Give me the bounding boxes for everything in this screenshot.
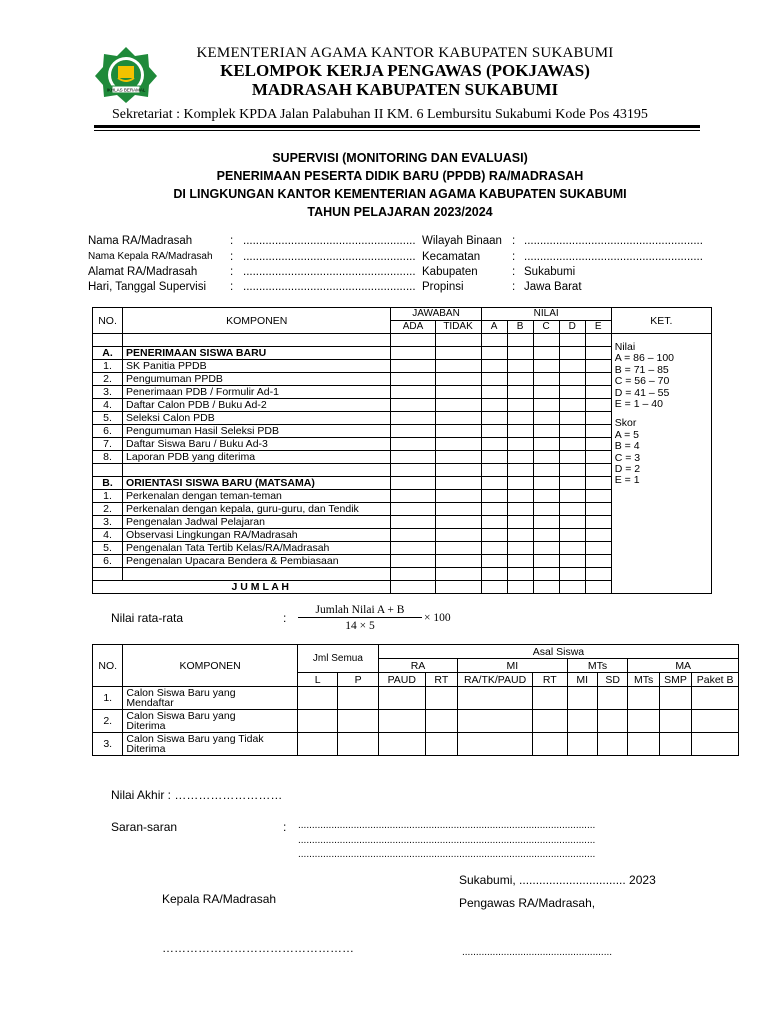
sub-header: SMP: [659, 673, 691, 687]
check-cell[interactable]: [507, 555, 533, 568]
count-cell[interactable]: [425, 687, 457, 710]
info-value: Sukabumi: [524, 266, 576, 278]
row-komponen-line: Mendaftar: [126, 697, 174, 709]
check-cell[interactable]: [391, 399, 435, 412]
check-cell[interactable]: [585, 503, 611, 516]
header-divider-thick: [94, 125, 700, 128]
check-cell[interactable]: [559, 373, 585, 386]
check-cell[interactable]: [481, 425, 507, 438]
check-cell[interactable]: [435, 399, 481, 412]
saran-line[interactable]: ...........................................................................................................: [298, 849, 596, 860]
row-komponen: [123, 733, 297, 756]
info-colon: :: [512, 281, 516, 293]
check-cell[interactable]: [559, 425, 585, 438]
count-cell[interactable]: [297, 710, 338, 733]
ket-skor-item: E = 1: [614, 474, 640, 487]
check-cell[interactable]: [435, 438, 481, 451]
info-label: Nama Kepala RA/Madrasah: [88, 251, 213, 262]
check-cell[interactable]: [481, 451, 507, 464]
row-komponen: Perkenalan dengan teman-teman: [123, 490, 391, 503]
check-cell[interactable]: [481, 555, 507, 568]
place-date[interactable]: Sukabumi, ................................ 2023: [459, 873, 656, 887]
col-header-komponen: KOMPONEN: [123, 645, 297, 687]
check-cell[interactable]: [533, 412, 559, 425]
check-cell[interactable]: [533, 373, 559, 386]
kepala-label: Kepala RA/Madrasah: [162, 892, 277, 906]
section-title: ORIENTASI SISWA BARU (MATSAMA): [123, 477, 391, 490]
saran-label: Saran-saran: [111, 820, 178, 834]
info-colon: :: [230, 235, 234, 247]
check-cell[interactable]: [435, 516, 481, 529]
check-cell[interactable]: [533, 490, 559, 503]
section-no: A.: [93, 347, 123, 360]
table-row: [93, 710, 739, 733]
row-no: 2.: [93, 373, 123, 386]
formula-denominator: 14 × 5: [345, 620, 375, 632]
check-cell[interactable]: [559, 555, 585, 568]
row-no: 8.: [93, 451, 123, 464]
info-label: Kabupaten: [422, 266, 478, 278]
count-cell[interactable]: [425, 710, 457, 733]
check-cell[interactable]: [481, 490, 507, 503]
check-cell[interactable]: [391, 490, 435, 503]
col-header-ket: KET.: [611, 308, 711, 334]
row-komponen-line: Calon Siswa Baru yang Tidak: [126, 733, 264, 745]
info-colon: :: [230, 251, 234, 263]
check-cell[interactable]: [585, 555, 611, 568]
check-cell[interactable]: [507, 425, 533, 438]
check-cell[interactable]: [481, 542, 507, 555]
row-no: 4.: [93, 529, 123, 542]
check-cell[interactable]: [507, 503, 533, 516]
row-no: 3.: [93, 386, 123, 399]
count-cell[interactable]: [567, 733, 597, 756]
count-cell[interactable]: [628, 733, 659, 756]
check-cell[interactable]: [507, 451, 533, 464]
kemenag-logo: [94, 46, 158, 104]
check-cell[interactable]: [559, 399, 585, 412]
info-colon: :: [512, 251, 516, 263]
count-cell[interactable]: [338, 710, 379, 733]
check-cell[interactable]: [507, 360, 533, 373]
check-cell[interactable]: [585, 438, 611, 451]
count-cell[interactable]: [533, 733, 567, 756]
col-header-ra: RA: [378, 659, 457, 673]
header-pokjawas: KELOMPOK KERJA PENGAWAS (POKJAWAS): [220, 61, 590, 80]
info-label: Wilayah Binaan: [422, 235, 502, 247]
info-colon: :: [512, 235, 516, 247]
check-cell[interactable]: [533, 399, 559, 412]
count-cell[interactable]: [378, 687, 425, 710]
col-header-tidak: TIDAK: [435, 321, 481, 334]
check-cell[interactable]: [533, 360, 559, 373]
section-title: PENERIMAAN SISWA BARU: [123, 347, 391, 360]
check-cell[interactable]: [507, 373, 533, 386]
col-header-mi: MI: [458, 659, 568, 673]
info-value[interactable]: ......................................................: [243, 266, 416, 278]
row-komponen: Pengumuman PPDB: [123, 373, 391, 386]
ket-nilai-item: C = 56 – 70: [614, 375, 670, 388]
count-cell[interactable]: [567, 710, 597, 733]
check-cell[interactable]: [559, 490, 585, 503]
info-label: Hari, Tanggal Supervisi: [88, 281, 207, 293]
sub-header: SD: [597, 673, 627, 687]
col-header-jawaban: JAWABAN: [391, 308, 481, 321]
sub-header: L: [297, 673, 338, 687]
row-komponen-line: Calon Siswa Baru yang: [126, 687, 236, 699]
header-ministry: KEMENTERIAN AGAMA KANTOR KABUPATEN SUKABUMI: [196, 45, 614, 61]
info-value[interactable]: ......................................................: [243, 235, 416, 247]
check-cell[interactable]: [391, 386, 435, 399]
check-cell[interactable]: [435, 503, 481, 516]
title-line-2: PENERIMAAN PESERTA DIDIK BARU (PPDB) RA/MADRASAH: [216, 169, 584, 183]
row-komponen-line: Diterima: [126, 720, 166, 732]
count-cell[interactable]: [338, 733, 379, 756]
check-cell[interactable]: [585, 542, 611, 555]
col-header-asal: Asal Siswa: [378, 645, 738, 659]
row-komponen: [123, 687, 297, 710]
col-header-c: C: [533, 321, 559, 334]
header-madrasah: MADRASAH KABUPATEN SUKABUMI: [251, 80, 559, 99]
col-header-no: NO.: [93, 308, 123, 334]
check-cell[interactable]: [481, 386, 507, 399]
row-no: 1.: [93, 490, 123, 503]
col-header-nilai: NILAI: [481, 308, 611, 321]
info-value[interactable]: ......................................................: [243, 251, 416, 263]
sub-header: RT: [533, 673, 567, 687]
rata-formula: [298, 604, 422, 632]
table-row: [93, 334, 712, 347]
info-colon: :: [230, 266, 234, 278]
row-komponen: Penerimaan PDB / Formulir Ad-1: [123, 386, 391, 399]
ket-skor-item: B = 4: [614, 440, 640, 453]
saran-line[interactable]: ...........................................................................................................: [298, 835, 596, 846]
col-header-ada: ADA: [391, 321, 435, 334]
col-header-d: D: [559, 321, 585, 334]
info-value[interactable]: ......................................................: [243, 281, 416, 293]
info-value: Jawa Barat: [524, 281, 582, 293]
row-no: 6.: [93, 555, 123, 568]
count-cell[interactable]: [533, 710, 567, 733]
check-cell[interactable]: [391, 451, 435, 464]
check-cell[interactable]: [533, 451, 559, 464]
section-no: B.: [93, 477, 123, 490]
rata-label: Nilai rata-rata: [111, 611, 184, 625]
table-row: [93, 687, 739, 710]
row-no: 6.: [93, 425, 123, 438]
row-no: 5.: [93, 542, 123, 555]
row-komponen: Daftar Siswa Baru / Buku Ad-3: [123, 438, 391, 451]
ket-nilai-item: D = 41 – 55: [614, 386, 670, 399]
check-cell[interactable]: [391, 529, 435, 542]
ket-legend: [611, 334, 711, 594]
info-label: Kecamatan: [422, 251, 481, 263]
col-header-no: NO.: [93, 645, 123, 687]
check-cell[interactable]: [533, 516, 559, 529]
check-cell[interactable]: [533, 438, 559, 451]
col-header-b: B: [507, 321, 533, 334]
check-cell[interactable]: [559, 386, 585, 399]
row-komponen: SK Panitia PPDB: [123, 360, 391, 373]
check-cell[interactable]: [507, 386, 533, 399]
check-cell[interactable]: [435, 373, 481, 386]
check-cell[interactable]: [435, 425, 481, 438]
check-cell[interactable]: [435, 542, 481, 555]
check-cell[interactable]: [481, 373, 507, 386]
check-cell[interactable]: [481, 516, 507, 529]
check-cell[interactable]: [391, 412, 435, 425]
kepala-signature-line[interactable]: …………………………………………: [162, 941, 354, 955]
check-cell[interactable]: [533, 386, 559, 399]
count-cell[interactable]: [458, 687, 533, 710]
count-cell[interactable]: [533, 687, 567, 710]
row-no: 1.: [93, 687, 123, 710]
check-cell[interactable]: [481, 529, 507, 542]
formula-multiplier: × 100: [424, 612, 451, 624]
count-cell[interactable]: [458, 710, 533, 733]
title-line-1: SUPERVISI (MONITORING DAN EVALUASI): [272, 151, 528, 165]
check-cell[interactable]: [391, 373, 435, 386]
col-header-e: E: [585, 321, 611, 334]
row-no: 7.: [93, 438, 123, 451]
check-cell[interactable]: [559, 451, 585, 464]
count-cell[interactable]: [338, 687, 379, 710]
title-line-3: DI LINGKUNGAN KANTOR KEMENTERIAN AGAMA KABUPATEN SUKABUMI: [173, 187, 627, 201]
title-line-4: TAHUN PELAJARAN 2023/2024: [307, 205, 493, 219]
check-cell[interactable]: [481, 438, 507, 451]
ket-skor-item: D = 2: [614, 463, 641, 476]
ket-skor-item: A = 5: [614, 428, 639, 441]
check-cell[interactable]: [585, 399, 611, 412]
check-cell[interactable]: [507, 490, 533, 503]
check-cell[interactable]: [585, 386, 611, 399]
count-cell[interactable]: [297, 733, 338, 756]
check-cell[interactable]: [559, 412, 585, 425]
row-komponen-line: Calon Siswa Baru yang: [126, 710, 236, 722]
check-cell[interactable]: [507, 412, 533, 425]
check-cell[interactable]: [435, 490, 481, 503]
row-komponen: Pengumuman Hasil Seleksi PDB: [123, 425, 391, 438]
check-cell[interactable]: [507, 438, 533, 451]
row-no: 3.: [93, 516, 123, 529]
sub-header: MI: [567, 673, 597, 687]
info-colon: :: [230, 281, 234, 293]
count-cell[interactable]: [597, 733, 627, 756]
sub-header: Paket B: [692, 673, 739, 687]
count-cell[interactable]: [628, 710, 659, 733]
check-cell[interactable]: [435, 451, 481, 464]
check-cell[interactable]: [559, 529, 585, 542]
count-cell[interactable]: [567, 687, 597, 710]
check-cell[interactable]: [391, 425, 435, 438]
svg-text:IKHLAS BERAMAL: IKHLAS BERAMAL: [106, 87, 146, 93]
nilai-akhir[interactable]: Nilai Akhir : ………………………: [111, 788, 283, 802]
count-cell[interactable]: [378, 710, 425, 733]
table-row: [93, 733, 739, 756]
rata-colon: :: [283, 611, 287, 625]
jumlah-label: J U M L A H: [93, 581, 391, 594]
sub-header: PAUD: [378, 673, 425, 687]
check-cell[interactable]: [481, 360, 507, 373]
check-cell[interactable]: [435, 360, 481, 373]
check-cell[interactable]: [533, 425, 559, 438]
check-cell[interactable]: [585, 425, 611, 438]
check-cell[interactable]: [507, 542, 533, 555]
check-cell[interactable]: [391, 503, 435, 516]
check-cell[interactable]: [481, 399, 507, 412]
row-no: 1.: [93, 360, 123, 373]
formula-numerator: Jumlah Nilai A + B: [298, 604, 422, 618]
sub-header: RA/TK/PAUD: [458, 673, 533, 687]
check-cell[interactable]: [391, 542, 435, 555]
row-komponen: Perkenalan dengan kepala, guru-guru, dan Tendik: [123, 503, 391, 516]
check-cell[interactable]: [559, 438, 585, 451]
row-no: 2.: [93, 710, 123, 733]
ket-nilai-item: E = 1 – 40: [614, 398, 663, 411]
check-cell[interactable]: [585, 412, 611, 425]
row-komponen: Pengenalan Upacara Bendera & Pembiasaan: [123, 555, 391, 568]
check-cell[interactable]: [435, 529, 481, 542]
check-cell[interactable]: [507, 399, 533, 412]
count-cell[interactable]: [659, 687, 691, 710]
row-komponen: [123, 710, 297, 733]
check-cell[interactable]: [391, 516, 435, 529]
check-cell[interactable]: [585, 490, 611, 503]
ket-skor-item: C = 3: [614, 451, 641, 464]
col-header-a: A: [481, 321, 507, 334]
check-cell[interactable]: [391, 360, 435, 373]
check-cell[interactable]: [435, 386, 481, 399]
pengawas-label: Pengawas RA/Madrasah,: [459, 896, 596, 910]
col-header-komponen: KOMPONEN: [123, 308, 391, 334]
check-cell[interactable]: [533, 529, 559, 542]
row-komponen: Seleksi Calon PDB: [123, 412, 391, 425]
check-cell[interactable]: [435, 412, 481, 425]
check-cell[interactable]: [435, 555, 481, 568]
check-cell[interactable]: [507, 529, 533, 542]
check-cell[interactable]: [391, 555, 435, 568]
saran-line[interactable]: ...........................................................................................................: [298, 820, 596, 831]
row-no: 2.: [93, 503, 123, 516]
col-header-ma: MA: [628, 659, 739, 673]
info-label: Nama RA/Madrasah: [88, 235, 193, 247]
check-cell[interactable]: [585, 373, 611, 386]
count-cell[interactable]: [297, 687, 338, 710]
check-cell[interactable]: [481, 412, 507, 425]
supervision-table: [92, 307, 712, 594]
check-cell[interactable]: [585, 451, 611, 464]
count-cell[interactable]: [458, 733, 533, 756]
count-cell[interactable]: [659, 733, 691, 756]
row-komponen: Daftar Calon PDB / Buku Ad-2: [123, 399, 391, 412]
info-value[interactable]: ........................................................: [524, 235, 703, 247]
check-cell[interactable]: [559, 542, 585, 555]
ket-skor-heading: Skor: [614, 417, 637, 430]
row-komponen: Pengenalan Tata Tertib Kelas/RA/Madrasah: [123, 542, 391, 555]
check-cell[interactable]: [585, 360, 611, 373]
check-cell[interactable]: [559, 360, 585, 373]
check-cell[interactable]: [533, 503, 559, 516]
check-cell[interactable]: [533, 555, 559, 568]
col-header-jml: Jml Semua: [297, 645, 378, 673]
row-no: 4.: [93, 399, 123, 412]
check-cell[interactable]: [533, 542, 559, 555]
count-cell[interactable]: [692, 710, 739, 733]
header-divider-thin: [94, 130, 700, 131]
ket-nilai-item: A = 86 – 100: [614, 352, 675, 365]
count-cell[interactable]: [692, 687, 739, 710]
header-secretariat: Sekretariat : Komplek KPDA Jalan Palabuhan II KM. 6 Lembursitu Sukabumi Kode Pos 43195: [112, 107, 648, 122]
saran-colon: :: [283, 820, 287, 834]
row-no: 3.: [93, 733, 123, 756]
info-label: Alamat RA/Madrasah: [88, 266, 198, 278]
sub-header: MTs: [628, 673, 659, 687]
count-cell[interactable]: [659, 710, 691, 733]
check-cell[interactable]: [559, 516, 585, 529]
row-no: 5.: [93, 412, 123, 425]
count-cell[interactable]: [692, 733, 739, 756]
count-cell[interactable]: [628, 687, 659, 710]
check-cell[interactable]: [585, 516, 611, 529]
check-cell[interactable]: [481, 503, 507, 516]
count-cell[interactable]: [378, 733, 425, 756]
count-cell[interactable]: [597, 687, 627, 710]
pengawas-signature-line[interactable]: ......................................................: [462, 947, 613, 958]
check-cell[interactable]: [585, 529, 611, 542]
col-header-mts: MTs: [567, 659, 628, 673]
info-label: Propinsi: [422, 281, 464, 293]
ket-nilai-item: B = 71 – 85: [614, 363, 669, 376]
row-komponen: Laporan PDB yang diterima: [123, 451, 391, 464]
row-komponen: Pengenalan Jadwal Pelajaran: [123, 516, 391, 529]
count-cell[interactable]: [425, 733, 457, 756]
info-colon: :: [512, 266, 516, 278]
check-cell[interactable]: [507, 516, 533, 529]
sub-header: RT: [425, 673, 457, 687]
ket-nilai-heading: Nilai: [614, 341, 636, 353]
check-cell[interactable]: [559, 503, 585, 516]
check-cell[interactable]: [391, 438, 435, 451]
info-value[interactable]: ........................................................: [524, 251, 703, 263]
asal-siswa-table: [92, 644, 739, 756]
count-cell[interactable]: [597, 710, 627, 733]
sub-header: P: [338, 673, 379, 687]
row-komponen: Observasi Lingkungan RA/Madrasah: [123, 529, 391, 542]
row-komponen-line: Diterima: [126, 743, 166, 755]
